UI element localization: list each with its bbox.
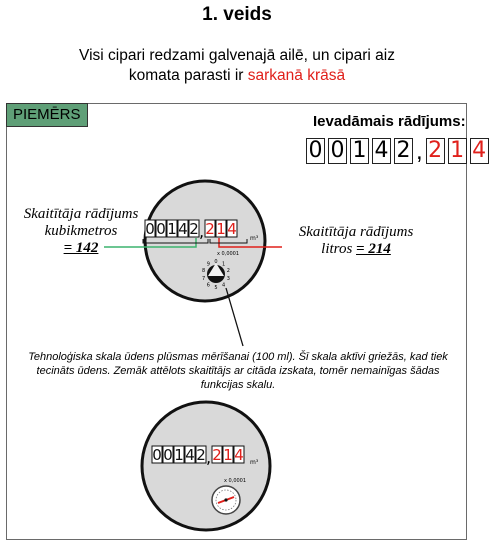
- lower-counter-digit: 2: [196, 446, 206, 464]
- subtitle-plain: komata parasti ir: [128, 67, 248, 84]
- upper-counter-digit: 2: [189, 220, 199, 238]
- upper-counter-digit: 1: [167, 220, 177, 238]
- dial-number: 4: [222, 282, 226, 289]
- cubic-label-value: = 142: [63, 240, 99, 256]
- reading-digit: 2: [394, 138, 413, 164]
- upper-unit: m³: [250, 235, 259, 242]
- cubic-label-line-1: Skaitītāja rādījums: [23, 206, 139, 222]
- reading-digit: 4: [372, 138, 391, 164]
- lower-counter-red-digit: 4: [234, 446, 244, 464]
- lower-counter-red-digit: 2: [212, 446, 222, 464]
- lower-counter-digit: 0: [152, 446, 162, 464]
- subtitle-red-text: sarkanā krāsā: [247, 67, 346, 84]
- technical-scale-note: Tehnoloģiska skala ūdens plūsmas mērīšanai (100 ml). Šī skala aktīvi griežās, kad tiek tecināts ūdens. Zemāk attēlots skaitītājs ar citāda izskata, tomēr nemainīgas šādas funkcijas skalu.: [28, 351, 448, 391]
- upper-counter-digit: 0: [145, 220, 155, 238]
- lower-dial-caption: x 0,0001: [224, 478, 247, 484]
- upper-counter: [145, 220, 237, 241]
- lower-counter: [152, 446, 244, 467]
- liters-label-value: = 214: [356, 241, 391, 257]
- lower-counter-digit: 1: [174, 446, 184, 464]
- reading-red-digit: 4: [470, 138, 489, 164]
- lower-counter-digit: 0: [163, 446, 173, 464]
- liters-label-line-1: Skaitītāja rādījums: [298, 224, 414, 240]
- reading-digit: 0: [306, 138, 325, 164]
- reading-title: Ievadāmais rādījums:: [313, 113, 466, 130]
- dial-number: 3: [226, 276, 230, 282]
- lower-dial-hub: [224, 498, 227, 501]
- upper-counter-red-digit: 4: [227, 220, 237, 238]
- dial-number: 1: [222, 261, 226, 268]
- dial-number: 2: [226, 268, 230, 274]
- lower-counter-comma: ,: [206, 448, 212, 467]
- upper-counter-digit: 4: [178, 220, 188, 238]
- reading-red-digit: 1: [448, 138, 467, 164]
- upper-counter-red-digit: 1: [216, 220, 226, 238]
- upper-counter-red-digit: 2: [205, 220, 215, 238]
- reading-red-digit: 2: [426, 138, 445, 164]
- dial-number: 8: [202, 268, 206, 274]
- dial-number: 7: [202, 276, 206, 282]
- upper-dial-caption: x 0,0001: [217, 251, 240, 257]
- reading-digit: 0: [328, 138, 347, 164]
- lower-counter-digit: 4: [185, 446, 195, 464]
- subtitle-line-1: Visi cipari redzami galvenajā ailē, un cipari aiz: [79, 47, 395, 64]
- upper-counter-comma: ,: [199, 222, 205, 241]
- liters-label-line-2: litros = 214: [321, 241, 391, 257]
- dial-number: 0: [214, 259, 218, 265]
- cubic-label-line-2: kubikmetros: [44, 223, 118, 239]
- upper-counter-digit: 0: [156, 220, 166, 238]
- page-title: 1. veids: [202, 4, 272, 25]
- dial-number: 9: [206, 261, 210, 268]
- note-pointer-line: [226, 288, 243, 346]
- lower-counter-red-digit: 1: [223, 446, 233, 464]
- dial-number: 5: [214, 285, 218, 291]
- dial-number: 6: [206, 282, 210, 289]
- example-tag: PIEMĒRS: [6, 103, 88, 127]
- reading-digit: 1: [350, 138, 369, 164]
- reading-comma: ,: [416, 138, 423, 165]
- lower-unit: m³: [250, 459, 259, 466]
